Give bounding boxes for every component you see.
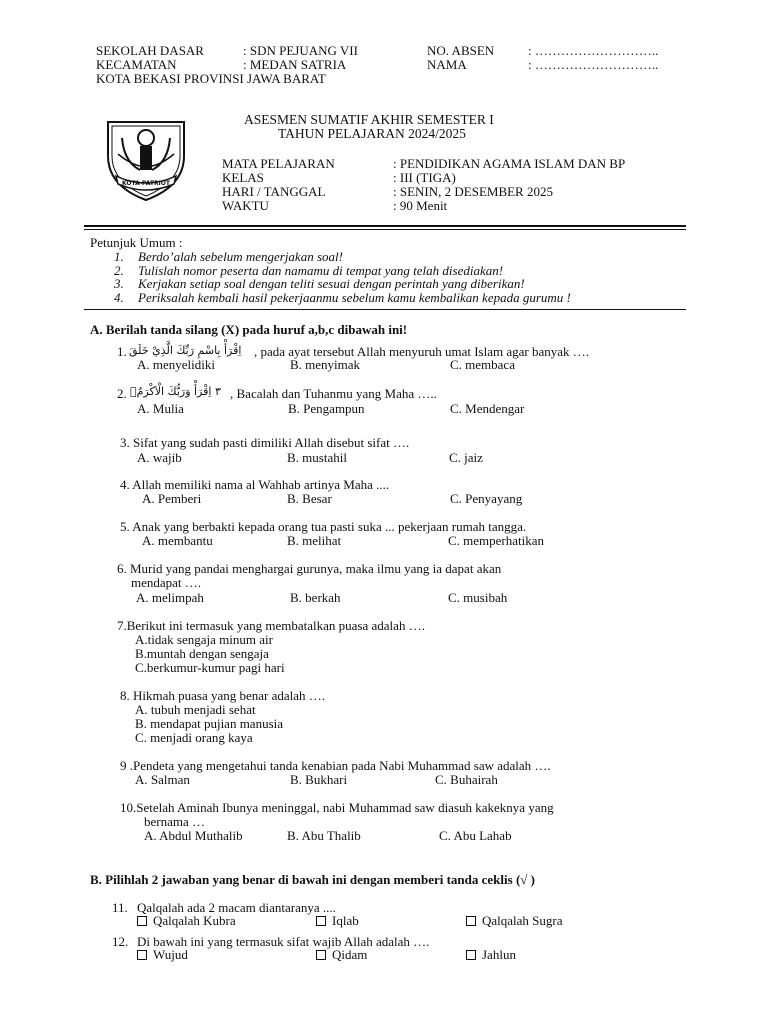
question-text: , Bacalah dan Tuhanmu yang Maha ….. [230,386,437,401]
option-label: Qalqalah Kubra [153,913,236,928]
instruction-item: Kerjakan setiap soal dengan teliti sesuai dengan perintah yang diberikan! [138,276,525,291]
class-label: KELAS [222,170,264,185]
question-text: 3. Sifat yang sudah pasti dimiliki Allah disebut sifat …. [120,435,410,450]
city-line: KOTA BEKASI PROVINSI JAWA BARAT [96,71,326,86]
checkbox-icon[interactable] [466,950,476,960]
question-arabic: اِقْرَأْ بِاسْمِ رَبِّكَ الَّذِيْ خَلَقَ [129,344,242,357]
option-b[interactable]: B. mustahil [287,450,347,465]
question-text: Di bawah ini yang termasuk sifat wajib Allah adalah …. [137,934,430,949]
school-label: SEKOLAH DASAR [96,43,204,58]
checkbox-icon[interactable] [316,950,326,960]
checkbox-option-c[interactable] [466,914,563,927]
option-a[interactable]: A. wajib [137,450,182,465]
option-c[interactable]: C. Mendengar [450,401,525,416]
option-c[interactable]: C. Abu Lahab [439,828,512,843]
checkbox-option-b[interactable] [316,948,367,961]
subject-label: MATA PELAJARAN [222,156,335,171]
time-label: WAKTU [222,198,269,213]
option-a[interactable]: A. menyelidiki [137,357,215,372]
instruction-num: 4. [114,290,124,305]
option-c[interactable]: C. menjadi orang kaya [135,730,253,745]
question-arabic: ٣ اِقْرَأْ وَرَبُّكَ الْاَكْرَمُۙ [130,385,221,398]
absen-field[interactable]: : ……………………….. [528,43,659,58]
option-c[interactable]: C. membaca [450,357,515,372]
option-b[interactable]: B. mendapat pujian manusia [135,716,284,731]
checkbox-option-a[interactable] [137,948,188,961]
option-b[interactable]: B. menyimak [290,357,361,372]
option-b[interactable]: B. berkah [290,590,341,605]
checkbox-icon[interactable] [316,916,326,926]
option-a[interactable]: A. Abdul Muthalib [144,828,243,843]
option-b[interactable]: B. Bukhari [290,772,348,787]
question-text-continued: mendapat …. [131,575,202,590]
checkbox-icon[interactable] [137,916,147,926]
option-a[interactable]: A. Pemberi [142,491,202,506]
instruction-item: Periksalah kembali hasil pekerjaanmu sebelum kamu kembalikan kepada gurumu ! [138,290,571,305]
question-text: 8. Hikmah puasa yang benar adalah …. [120,688,326,703]
class-value: : III (TIGA) [393,170,456,185]
option-c[interactable]: C. musibah [448,590,508,605]
option-a[interactable]: A. Salman [135,772,190,787]
school-value: : SDN PEJUANG VII [243,43,358,58]
emblem-motto: KOTA PATRIOT [121,180,171,187]
absen-label: NO. ABSEN [427,43,495,58]
section-a-heading: A. Berilah tanda silang (X) pada huruf a,b,c dibawah ini! [90,322,408,337]
option-c[interactable]: C. jaiz [449,450,483,465]
option-c[interactable]: C. Buhairah [435,772,498,787]
option-a[interactable]: A. melimpah [136,590,204,605]
option-label: Wujud [153,947,188,962]
checkbox-icon[interactable] [137,950,147,960]
option-label: Iqlab [332,913,359,928]
option-b[interactable]: B. melihat [287,533,342,548]
question-number: 2. [117,386,127,401]
option-b[interactable]: B.muntah dengan sengaja [135,646,269,661]
divider-thin [84,229,686,230]
question-text: , pada ayat tersebut Allah menyuruh umat Islam agar banyak …. [254,344,590,359]
option-label: Qidam [332,947,368,962]
instruction-num: 1. [114,249,124,264]
district-label: KECAMATAN [96,57,177,72]
district-value: : MEDAN SATRIA [243,57,347,72]
question-number: 1. [117,344,127,359]
checkbox-option-b[interactable] [316,914,359,927]
question-text: Qalqalah ada 2 macam diantaranya .... [137,900,336,915]
time-value: : 90 Menit [393,198,448,213]
question-text: 4. Allah memiliki nama al Wahhab artinya Maha .... [120,477,390,492]
option-a[interactable]: A. membantu [142,533,213,548]
checkbox-icon[interactable] [466,916,476,926]
instructions-heading: Petunjuk Umum : [90,235,183,250]
question-text-continued: bernama … [144,814,206,829]
city-emblem-icon [100,116,192,202]
option-c[interactable]: C. memperhatikan [448,533,545,548]
date-label: HARI / TANGGAL [222,184,326,199]
section-b-heading: B. Pilihlah 2 jawaban yang benar di bawah ini dengan memberi tanda ceklis (√ ) [90,872,535,887]
option-b[interactable]: B. Besar [287,491,332,506]
option-a[interactable]: A. Mulia [137,401,184,416]
option-c[interactable]: C.berkumur-kumur pagi hari [135,660,285,675]
exam-title-line2: TAHUN PELAJARAN 2024/2025 [278,126,466,141]
option-b[interactable]: B. Pengampun [288,401,365,416]
name-field[interactable]: : ……………………….. [528,57,659,72]
question-number: 12. [112,934,129,949]
checkbox-option-a[interactable] [137,914,236,927]
instruction-item: Berdo’alah sebelum mengerjakan soal! [138,249,343,264]
option-label: Qalqalah Sugra [482,913,563,928]
instruction-item: Tulislah nomor peserta dan namamu di tempat yang telah disediakan! [138,263,504,278]
divider-thick [84,225,686,227]
subject-value: : PENDIDIKAN AGAMA ISLAM DAN BP [393,156,626,171]
instruction-num: 3. [114,276,124,291]
question-text: 6. Murid yang pandai menghargai gurunya, maka ilmu yang ia dapat akan [117,561,502,576]
option-c[interactable]: C. Penyayang [450,491,523,506]
exam-title-line1: ASESMEN SUMATIF AKHIR SEMESTER I [244,112,494,127]
option-label: Jahlun [482,947,516,962]
question-text: 5. Anak yang berbakti kepada orang tua pasti suka ... pekerjaan rumah tangga. [120,519,527,534]
question-number: 11. [112,900,128,915]
question-text: 10.Setelah Aminah Ibunya meninggal, nabi Muhammad saw diasuh kakeknya yang [120,800,554,815]
question-text: 9 .Pendeta yang mengetahui tanda kenabian pada Nabi Muhammad saw adalah …. [120,758,551,773]
option-b[interactable]: B. Abu Thalib [287,828,361,843]
instruction-num: 2. [114,263,124,278]
divider-instructions [84,309,686,310]
name-label: NAMA [427,57,467,72]
question-text: 7.Berikut ini termasuk yang membatalkan puasa adalah …. [117,618,425,633]
option-a[interactable]: A. tubuh menjadi sehat [135,702,256,717]
checkbox-option-c[interactable] [466,948,516,961]
option-a[interactable]: A.tidak sengaja minum air [135,632,273,647]
date-value: : SENIN, 2 DESEMBER 2025 [393,184,553,199]
